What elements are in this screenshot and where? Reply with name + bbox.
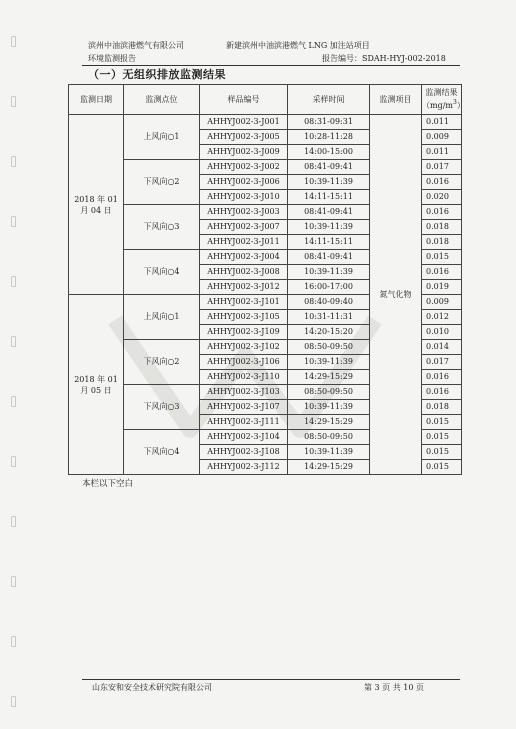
binding-hole	[11, 216, 16, 227]
cell-result: 0.014	[422, 340, 462, 355]
cell-result: 0.019	[422, 280, 462, 295]
cell-time: 08:40-09:40	[288, 295, 370, 310]
cell-sample: AHHYJ002-3-J108	[200, 445, 288, 460]
cell-sample: AHHYJ002-3-J111	[200, 415, 288, 430]
cell-sample: AHHYJ002-3-J004	[200, 250, 288, 265]
cell-sample: AHHYJ002-3-J011	[200, 235, 288, 250]
cell-sample: AHHYJ002-3-J104	[200, 430, 288, 445]
cell-result: 0.011	[422, 145, 462, 160]
cell-time: 14:20-15:20	[288, 325, 370, 340]
cell-result: 0.016	[422, 265, 462, 280]
unit-prefix: （mg/m	[422, 101, 453, 110]
cell-sample: AHHYJ002-3-J012	[200, 280, 288, 295]
cell-result: 0.015	[422, 445, 462, 460]
cell-time: 08:50-09:50	[288, 430, 370, 445]
cell-time: 10:39-11:39	[288, 445, 370, 460]
footer-company: 山东安和安全技术研究院有限公司	[92, 683, 212, 692]
header-time: 采样时间	[288, 85, 370, 115]
cell-time: 08:31-09:31	[288, 115, 370, 130]
cell-point: 下风向○3	[124, 205, 200, 250]
cell-result: 0.010	[422, 325, 462, 340]
cell-result: 0.018	[422, 400, 462, 415]
header-report-no: 报告编号：SDAH-HYJ-002-2018	[322, 54, 446, 63]
cell-result: 0.011	[422, 115, 462, 130]
header-date: 监测日期	[69, 85, 124, 115]
binding-hole	[11, 336, 16, 347]
header-org: 滨州中油滨港燃气有限公司	[88, 41, 184, 50]
cell-date: 2018 年 01 月 05 日	[69, 295, 124, 475]
header-result-unit	[422, 98, 465, 111]
section-title: （一）无组织排放监测结果	[88, 68, 226, 81]
cell-sample: AHHYJ002-3-J008	[200, 265, 288, 280]
cell-result: 0.016	[422, 205, 462, 220]
footer-rule	[82, 679, 460, 680]
footer-page: 第 3 页 共 10 页	[364, 683, 424, 692]
cell-point: 下风向○4	[124, 430, 200, 475]
cell-sample: AHHYJ002-3-J112	[200, 460, 288, 475]
binding-hole	[11, 396, 16, 407]
cell-sample: AHHYJ002-3-J103	[200, 385, 288, 400]
binding-hole	[11, 156, 16, 167]
cell-result: 0.015	[422, 250, 462, 265]
cell-point: 下风向○4	[124, 250, 200, 295]
binding-hole	[11, 456, 16, 467]
cell-time: 10:39-11:39	[288, 355, 370, 370]
cell-time: 14:29-15:29	[288, 370, 370, 385]
cell-time: 10:39-11:39	[288, 175, 370, 190]
cell-sample: AHHYJ002-3-J107	[200, 400, 288, 415]
cell-sample: AHHYJ002-3-J006	[200, 175, 288, 190]
cell-result: 0.016	[422, 370, 462, 385]
binding-hole	[11, 96, 16, 107]
binding-hole	[11, 576, 16, 587]
cell-point: 下风向○3	[124, 385, 200, 430]
cell-sample: AHHYJ002-3-J101	[200, 295, 288, 310]
cell-result: 0.009	[422, 130, 462, 145]
binding-hole	[11, 36, 16, 47]
cell-point: 上风向○1	[124, 115, 200, 160]
cell-result: 0.009	[422, 295, 462, 310]
cell-sample: AHHYJ002-3-J102	[200, 340, 288, 355]
cell-time: 08:41-09:41	[288, 250, 370, 265]
cell-time: 10:39-11:39	[288, 265, 370, 280]
cell-time: 10:39-11:39	[288, 220, 370, 235]
header-result-line1: 监测结果	[425, 88, 458, 97]
cell-result: 0.015	[422, 460, 462, 475]
binding-hole	[11, 516, 16, 527]
cell-time: 08:50-09:50	[288, 340, 370, 355]
cell-result: 0.017	[422, 355, 462, 370]
cell-time: 08:41-09:41	[288, 160, 370, 175]
cell-point: 下风向○2	[124, 340, 200, 385]
cell-sample: AHHYJ002-3-J001	[200, 115, 288, 130]
cell-sample: AHHYJ002-3-J009	[200, 145, 288, 160]
cell-monitor-item: 氮气化物	[370, 115, 422, 475]
cell-result: 0.017	[422, 160, 462, 175]
end-note: 本栏以下空白	[82, 479, 134, 489]
header-report-type: 环境监测报告	[88, 54, 136, 63]
cell-sample: AHHYJ002-3-J110	[200, 370, 288, 385]
cell-time: 10:31-11:31	[288, 310, 370, 325]
cell-result: 0.016	[422, 175, 462, 190]
cell-result: 0.012	[422, 310, 462, 325]
table-row	[69, 115, 462, 130]
cell-time: 14:29-15:29	[288, 415, 370, 430]
header-point: 监测点位	[124, 85, 200, 115]
cell-time: 08:50-09:50	[288, 385, 370, 400]
cell-sample: AHHYJ002-3-J002	[200, 160, 288, 175]
cell-sample: AHHYJ002-3-J003	[200, 205, 288, 220]
unit-exponent: 3	[453, 99, 457, 106]
cell-result: 0.015	[422, 430, 462, 445]
binding-hole	[11, 636, 16, 647]
cell-result: 0.015	[422, 415, 462, 430]
cell-time: 14:11-15:11	[288, 190, 370, 205]
header-sample: 样品编号	[200, 85, 288, 115]
binding-hole	[11, 696, 16, 707]
cell-time: 14:29-15:29	[288, 460, 370, 475]
cell-time: 10:39-11:39	[288, 400, 370, 415]
unit-suffix: ）	[456, 101, 465, 110]
cell-sample: AHHYJ002-3-J010	[200, 190, 288, 205]
header-project: 新建滨州中油滨港燃气 LNG 加注站项目	[226, 41, 370, 50]
cell-result: 0.016	[422, 385, 462, 400]
binding-hole	[11, 276, 16, 287]
table-header-row	[69, 85, 462, 115]
cell-sample: AHHYJ002-3-J005	[200, 130, 288, 145]
cell-result: 0.020	[422, 190, 462, 205]
results-table	[68, 84, 465, 475]
cell-sample: AHHYJ002-3-J007	[200, 220, 288, 235]
cell-point: 下风向○2	[124, 160, 200, 205]
cell-point: 上风向○1	[124, 295, 200, 340]
cell-time: 10:28-11:28	[288, 130, 370, 145]
header-result	[422, 85, 465, 115]
cell-result: 0.018	[422, 220, 462, 235]
cell-sample: AHHYJ002-3-J105	[200, 310, 288, 325]
cell-time: 16:00-17:00	[288, 280, 370, 295]
header-item: 监测项目	[370, 85, 422, 115]
cell-sample: AHHYJ002-3-J109	[200, 325, 288, 340]
cell-sample: AHHYJ002-3-J106	[200, 355, 288, 370]
cell-time: 08:41-09:41	[288, 205, 370, 220]
cell-date: 2018 年 01 月 04 日	[69, 115, 124, 295]
cell-time: 14:11-15:11	[288, 235, 370, 250]
cell-time: 14:00-15:00	[288, 145, 370, 160]
cell-result: 0.018	[422, 235, 462, 250]
